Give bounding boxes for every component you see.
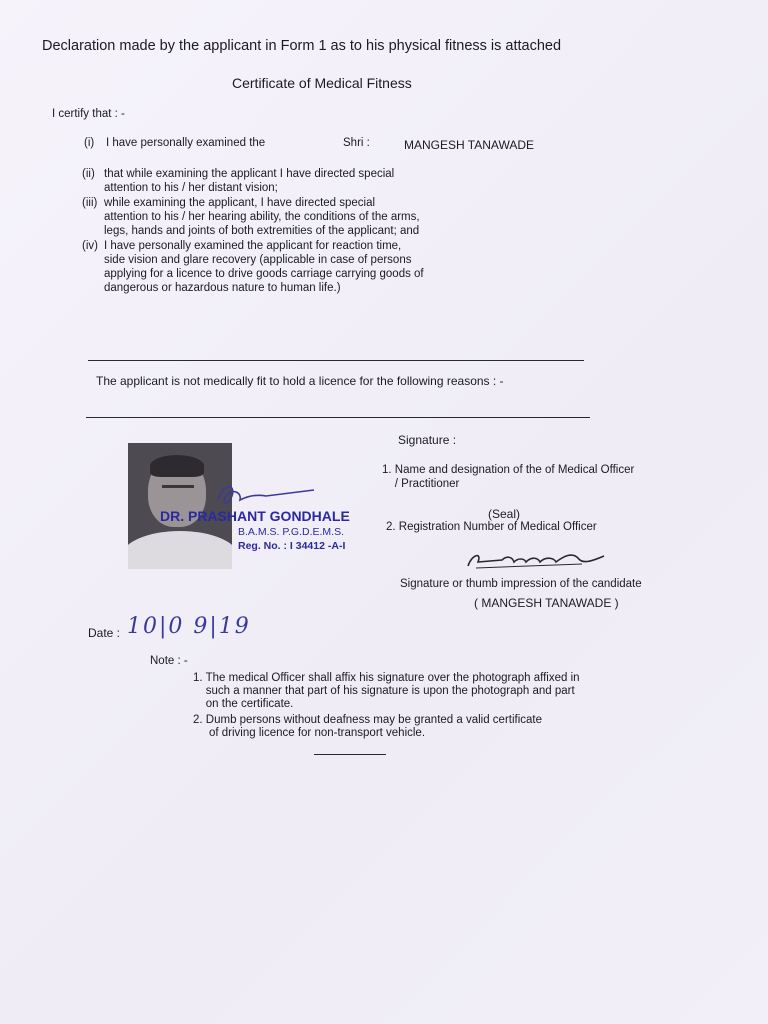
not-fit-statement: The applicant is not medically fit to hold a licence for the following reasons : - <box>96 374 504 388</box>
stamp-doctor-name: DR. PRASHANT GONDHALE <box>160 508 350 524</box>
registration-number-label: 2. Registration Number of Medical Officer <box>386 521 597 533</box>
blank-line-2 <box>86 417 590 418</box>
handwritten-date: 10|0 9|19 <box>127 614 251 639</box>
stamp-degrees: B.A.M.S. P.G.D.E.M.S. <box>238 526 344 538</box>
candidate-signature <box>462 546 612 576</box>
item-number: (i) <box>84 137 95 149</box>
item-text: while examining the applicant, I have directed special attention to his / her hearing ability, the conditions of the arms, legs, hands and joints of both extremities of the applicant; and <box>104 197 420 237</box>
item-text: I have personally examined the <box>106 137 266 149</box>
shri-label: Shri : <box>343 137 370 149</box>
candidate-signature-label: Signature or thumb impression of the candidate <box>400 578 642 590</box>
blank-line-1 <box>88 360 584 361</box>
item-number: (iii) <box>82 197 98 209</box>
officer-designation-label: 1. Name and designation of the of Medical Officer / Practitioner <box>382 464 635 490</box>
note-item-2: 2. Dumb persons without deafness may be granted a valid certificate of driving licence for non-transport vehicle. <box>193 714 543 739</box>
note-item-1: 1. The medical Officer shall affix his signature over the photograph affixed in such a manner that part of his signature is upon the photograph and part on the certificate. <box>193 672 580 710</box>
end-divider <box>314 754 386 755</box>
date-label: Date : <box>88 626 121 640</box>
certificate-title: Certificate of Medical Fitness <box>232 75 412 91</box>
declaration-heading: Declaration made by the applicant in Form 1 as to his physical fitness is attached <box>42 38 562 54</box>
item-text: that while examining the applicant I have directed special attention to his / her distant vision; <box>104 168 395 194</box>
stamp-registration: Reg. No. : I 34412 -A-I <box>238 540 346 552</box>
item-number: (iv) <box>82 240 98 252</box>
note-label: Note : - <box>150 655 188 667</box>
applicant-name: MANGESH TANAWADE <box>404 138 535 152</box>
item-number: (ii) <box>82 168 95 180</box>
item-text: I have personally examined the applicant for reaction time, side vision and glare recovery (applicable in case of persons applying for a licence to drive goods carriage carrying goods of dangerous or hazardous nature to human life.) <box>104 240 424 294</box>
signature-label: Signature : <box>398 433 457 447</box>
candidate-name: ( MANGESH TANAWADE ) <box>474 596 619 610</box>
seal-label: (Seal) <box>488 507 521 521</box>
certify-label: I certify that : - <box>52 108 125 120</box>
